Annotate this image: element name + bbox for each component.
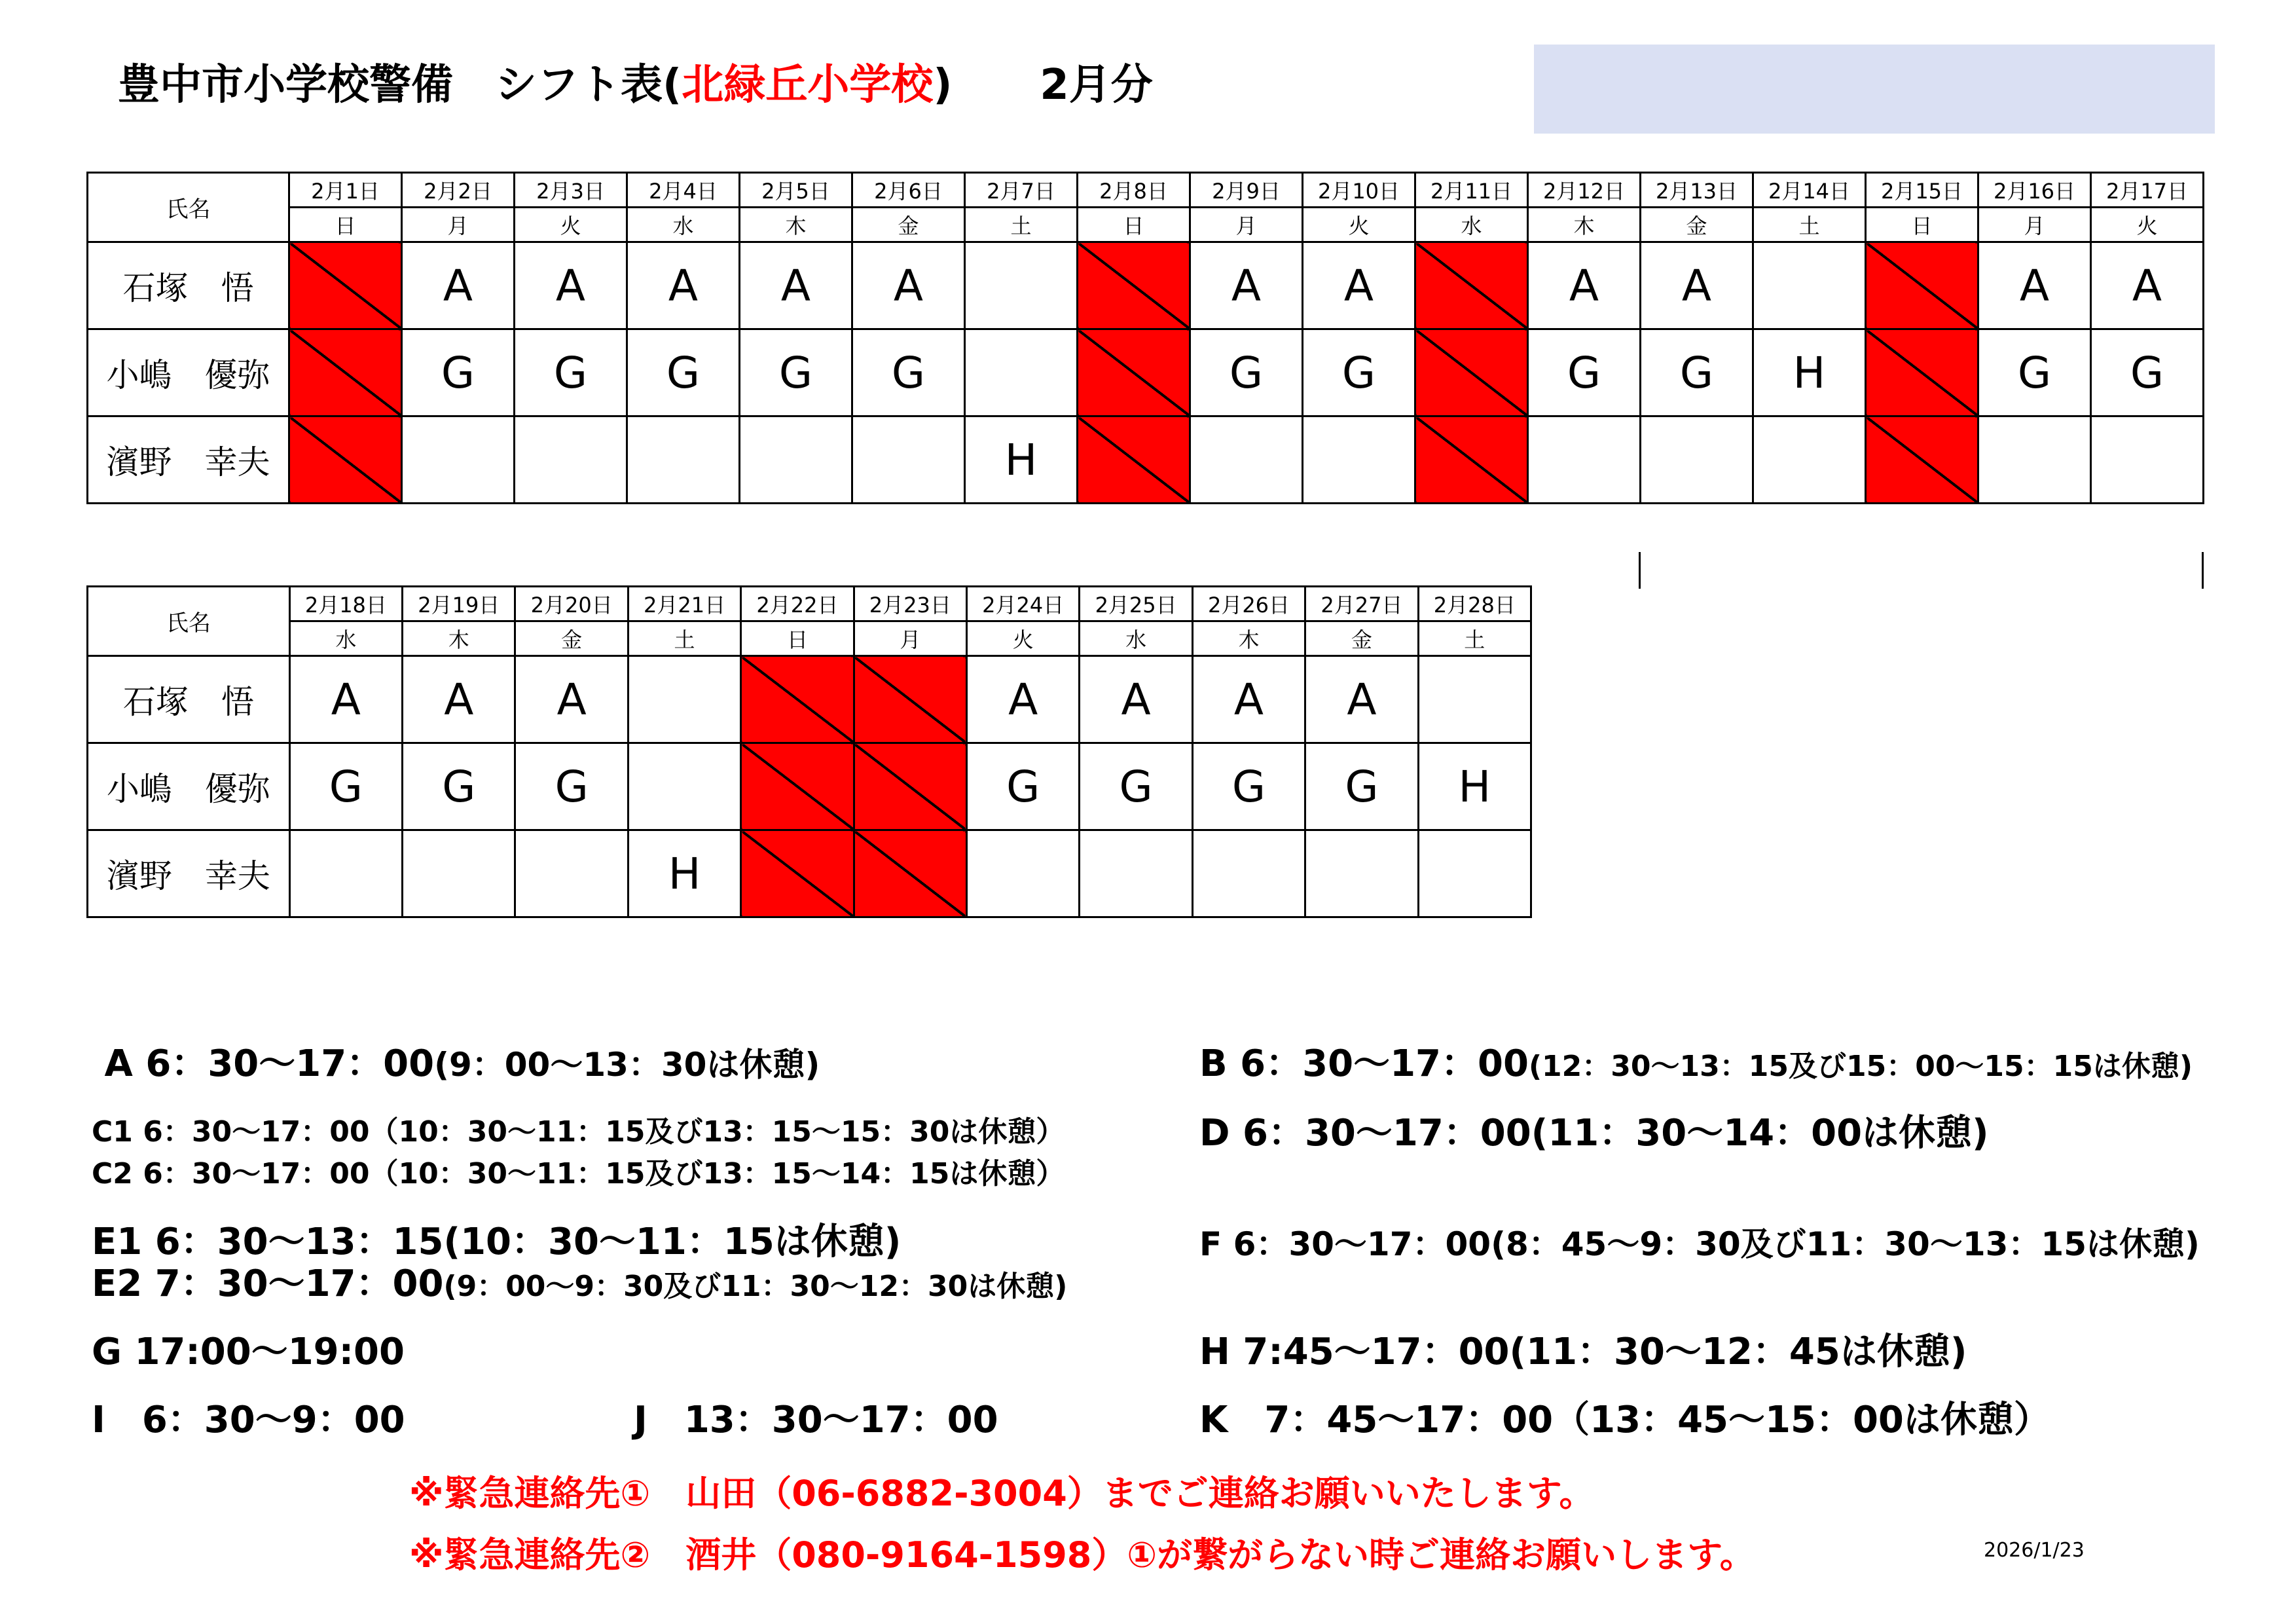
weekday-header: 月 — [854, 621, 966, 656]
weekday-header: 土 — [1753, 208, 1866, 242]
shift-cell — [1080, 830, 1192, 917]
off-day-cell — [289, 329, 402, 416]
weekday-header: 金 — [515, 621, 628, 656]
name-header: 氏名 — [88, 173, 289, 242]
shift-cell: A — [2091, 242, 2204, 329]
shift-cell: G — [402, 329, 515, 416]
date-header: 2月13日 — [1641, 173, 1753, 208]
name-header: 氏名 — [88, 587, 290, 656]
date-header: 2月20日 — [515, 587, 628, 621]
shift-cell — [1303, 416, 1415, 504]
table-row — [88, 242, 2204, 329]
shift-cell: A — [402, 242, 515, 329]
shift-cell — [1418, 830, 1531, 917]
weekday-header: 土 — [628, 621, 740, 656]
weekday-header: 月 — [1190, 208, 1303, 242]
school-name: 北緑丘小学校 — [682, 61, 934, 109]
weekday-header: 金 — [1641, 208, 1753, 242]
shift-cell: G — [1305, 743, 1418, 830]
shift-cell: G — [289, 743, 402, 830]
weekday-header: 水 — [1415, 208, 1528, 242]
weekday-header: 日 — [1866, 208, 1978, 242]
shift-cell — [1528, 416, 1641, 504]
shift-cell: A — [1192, 656, 1305, 743]
table-row — [88, 830, 1531, 917]
shift-cell: G — [1080, 743, 1192, 830]
off-day-cell — [1078, 416, 1190, 504]
shift-cell: G — [1978, 329, 2091, 416]
date-header: 2月14日 — [1753, 173, 1866, 208]
emergency-contact-1: ※緊急連絡先① 山田（06-6882-3004）までご連絡お願いいたします。 — [409, 1473, 1595, 1514]
shift-cell — [628, 656, 740, 743]
date-header: 2月3日 — [515, 173, 627, 208]
shift-cell — [965, 242, 1078, 329]
header-box — [1534, 45, 2215, 134]
weekday-header: 木 — [740, 208, 852, 242]
shift-cell: G — [1190, 329, 1303, 416]
date-header: 2月25日 — [1080, 587, 1192, 621]
off-day-cell — [289, 416, 402, 504]
shift-cell: G — [627, 329, 740, 416]
date-header: 2月10日 — [1303, 173, 1415, 208]
staff-name: 石塚 悟 — [88, 242, 289, 329]
legend-c1: C1 6：30～17：00（10：30～11：15及び13：15～15：30は休憩） — [92, 1115, 1065, 1149]
shift-cell: G — [1641, 329, 1753, 416]
off-day-cell — [1866, 329, 1978, 416]
shift-cell: H — [1418, 743, 1531, 830]
shift-cell: A — [403, 656, 515, 743]
title-prefix: 豊中市小学校警備 シフト表( — [118, 61, 682, 109]
off-day-cell — [1078, 329, 1190, 416]
date-header: 2月12日 — [1528, 173, 1641, 208]
shift-cell: G — [515, 743, 628, 830]
shift-cell — [852, 416, 965, 504]
table-row — [88, 416, 2204, 504]
weekday-header: 水 — [289, 621, 402, 656]
date-header: 2月17日 — [2091, 173, 2204, 208]
legend-c2: C2 6：30～17：00（10：30～11：15及び13：15～14：15は休憩） — [92, 1157, 1065, 1190]
shift-cell: A — [1303, 242, 1415, 329]
legend-j: J 13：30～17：00 — [634, 1399, 998, 1441]
shift-table-1 — [86, 172, 2204, 504]
shift-cell: G — [2091, 329, 2204, 416]
shift-cell — [2091, 416, 2204, 504]
date-header: 2月26日 — [1192, 587, 1305, 621]
staff-name: 小嶋 優弥 — [88, 329, 289, 416]
shift-cell — [403, 830, 515, 917]
weekday-header: 火 — [1303, 208, 1415, 242]
shift-cell — [740, 416, 852, 504]
legend-i: I 6：30～9：00 — [92, 1399, 405, 1441]
weekday-header: 火 — [515, 208, 627, 242]
staff-name: 濱野 幸夫 — [88, 830, 290, 917]
shift-cell: H — [1753, 329, 1866, 416]
staff-name: 小嶋 優弥 — [88, 743, 290, 830]
date-header: 2月6日 — [852, 173, 965, 208]
shift-cell: A — [289, 656, 402, 743]
shift-cell — [402, 416, 515, 504]
date-header: 2月5日 — [740, 173, 852, 208]
weekday-header: 水 — [1080, 621, 1192, 656]
date-header: 2月27日 — [1305, 587, 1418, 621]
shift-cell: G — [852, 329, 965, 416]
legend-e2: E2 7：30～17：00(9：00～9：30及び11：30～12：30は休憩) — [92, 1263, 1068, 1305]
shift-cell: A — [1978, 242, 2091, 329]
shift-cell: A — [627, 242, 740, 329]
weekday-header: 金 — [1305, 621, 1418, 656]
divider-tick-left — [1639, 552, 1641, 589]
shift-cell — [1418, 656, 1531, 743]
staff-name: 濱野 幸夫 — [88, 416, 289, 504]
shift-cell: A — [515, 242, 627, 329]
staff-name: 石塚 悟 — [88, 656, 290, 743]
shift-cell: G — [1303, 329, 1415, 416]
weekday-header: 月 — [402, 208, 515, 242]
divider-tick-right — [2202, 552, 2204, 589]
legend-d: D 6：30～17：00(11：30～14：00は休憩) — [1199, 1112, 1989, 1154]
shift-cell — [1978, 416, 2091, 504]
shift-cell: G — [1528, 329, 1641, 416]
shift-cell: A — [740, 242, 852, 329]
weekday-header: 月 — [1978, 208, 2091, 242]
date-header: 2月15日 — [1866, 173, 1978, 208]
legend-h: H 7:45～17：00(11：30～12：45は休憩) — [1199, 1331, 1967, 1373]
off-day-cell — [741, 743, 854, 830]
weekday-header: 火 — [2091, 208, 2204, 242]
off-day-cell — [854, 656, 966, 743]
shift-cell: G — [515, 329, 627, 416]
emergency-contact-2: ※緊急連絡先② 酒井（080-9164-1598）①が繋がらない時ご連絡お願いします。 — [409, 1534, 1755, 1576]
shift-cell — [1753, 242, 1866, 329]
table-row — [88, 329, 2204, 416]
off-day-cell — [1415, 242, 1528, 329]
shift-cell — [1305, 830, 1418, 917]
weekday-header: 木 — [1528, 208, 1641, 242]
date-header: 2月22日 — [741, 587, 854, 621]
shift-cell — [1192, 830, 1305, 917]
weekday-header: 土 — [965, 208, 1078, 242]
shift-cell: A — [1641, 242, 1753, 329]
date-header: 2月28日 — [1418, 587, 1531, 621]
weekday-header: 水 — [627, 208, 740, 242]
date-header: 2月1日 — [289, 173, 402, 208]
weekday-header: 土 — [1418, 621, 1531, 656]
date-header: 2月4日 — [627, 173, 740, 208]
date-stamp: 2026/1/23 — [1984, 1539, 2085, 1562]
date-header: 2月7日 — [965, 173, 1078, 208]
shift-cell: A — [1528, 242, 1641, 329]
date-header: 2月21日 — [628, 587, 740, 621]
weekday-header: 金 — [852, 208, 965, 242]
shift-cell — [1753, 416, 1866, 504]
shift-cell — [515, 416, 627, 504]
table-row — [88, 743, 1531, 830]
off-day-cell — [1866, 416, 1978, 504]
off-day-cell — [1078, 242, 1190, 329]
shift-cell: G — [403, 743, 515, 830]
shift-cell — [515, 830, 628, 917]
off-day-cell — [741, 830, 854, 917]
off-day-cell — [854, 830, 966, 917]
shift-cell: A — [967, 656, 1080, 743]
off-day-cell — [741, 656, 854, 743]
shift-cell: G — [740, 329, 852, 416]
title-month: 2月分 — [1040, 61, 1153, 109]
date-header: 2月19日 — [403, 587, 515, 621]
off-day-cell — [1866, 242, 1978, 329]
date-header: 2月2日 — [402, 173, 515, 208]
weekday-header: 日 — [289, 208, 402, 242]
legend-e1: E1 6：30～13：15(10：30～11：15は休憩) — [92, 1221, 902, 1263]
legend-a: A 6：30～17：00(9：00～13：30は休憩) — [92, 1043, 820, 1085]
shift-cell: A — [852, 242, 965, 329]
date-header: 2月9日 — [1190, 173, 1303, 208]
shift-cell: G — [967, 743, 1080, 830]
date-header: 2月18日 — [289, 587, 402, 621]
shift-cell — [965, 329, 1078, 416]
legend-f: F 6：30～17：00(8：45～9：30及び11：30～13：15は休憩) — [1199, 1225, 2200, 1263]
shift-cell — [1190, 416, 1303, 504]
off-day-cell — [1415, 416, 1528, 504]
shift-cell: A — [1080, 656, 1192, 743]
off-day-cell — [289, 242, 402, 329]
shift-cell: H — [965, 416, 1078, 504]
shift-table-2 — [86, 585, 1532, 918]
weekday-header: 木 — [403, 621, 515, 656]
shift-cell — [289, 830, 402, 917]
legend-g: G 17:00～19:00 — [92, 1331, 405, 1373]
date-header: 2月24日 — [967, 587, 1080, 621]
table-row — [88, 656, 1531, 743]
legend-k: K 7：45～17：00（13：45～15：00は休憩） — [1199, 1399, 2050, 1441]
date-header: 2月16日 — [1978, 173, 2091, 208]
shift-cell: H — [628, 830, 740, 917]
weekday-header: 日 — [741, 621, 854, 656]
shift-cell — [628, 743, 740, 830]
shift-cell — [967, 830, 1080, 917]
shift-cell: A — [1190, 242, 1303, 329]
weekday-header: 日 — [1078, 208, 1190, 242]
off-day-cell — [854, 743, 966, 830]
date-header: 2月11日 — [1415, 173, 1528, 208]
weekday-header: 火 — [967, 621, 1080, 656]
shift-cell: A — [515, 656, 628, 743]
date-header: 2月8日 — [1078, 173, 1190, 208]
off-day-cell — [1415, 329, 1528, 416]
date-header: 2月23日 — [854, 587, 966, 621]
title-suffix: ) — [933, 61, 953, 109]
legend-b: B 6：30～17：00(12：30～13：15及び15：00～15：15は休憩) — [1199, 1043, 2193, 1085]
weekday-header: 木 — [1192, 621, 1305, 656]
shift-cell: G — [1192, 743, 1305, 830]
page-title — [118, 51, 1153, 111]
shift-cell: A — [1305, 656, 1418, 743]
shift-cell — [627, 416, 740, 504]
shift-cell — [1641, 416, 1753, 504]
